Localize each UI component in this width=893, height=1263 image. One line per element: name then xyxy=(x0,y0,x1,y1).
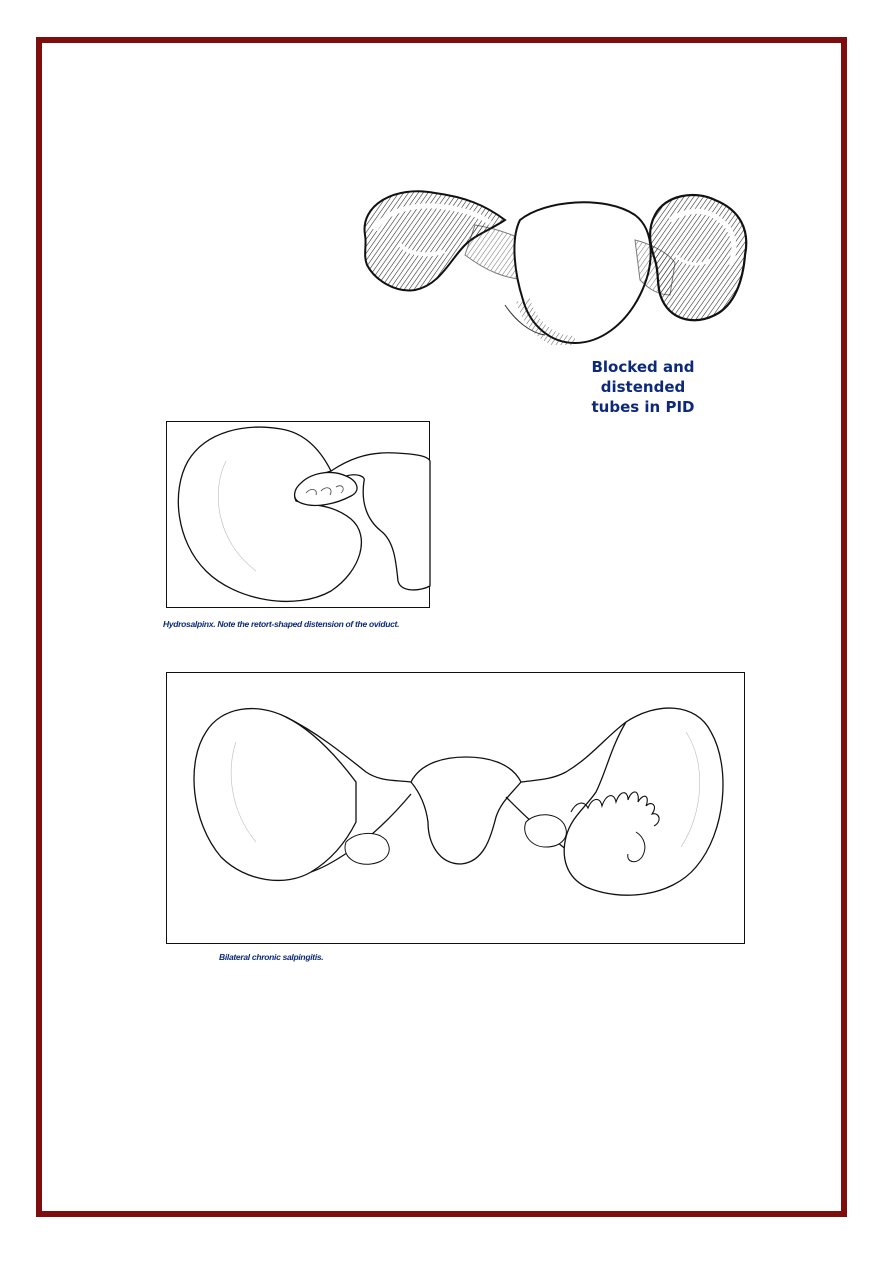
hydrosalpinx-caption: Hydrosalpinx. Note the retort-shaped distension of the oviduct. xyxy=(163,619,400,629)
salpingitis-caption: Bilateral chronic salpingitis. xyxy=(219,952,324,962)
pid-caption-line-2: tubes in PID xyxy=(591,398,695,416)
hydrosalpinx-figure xyxy=(166,421,431,609)
pid-illustration xyxy=(355,185,755,345)
pid-caption-line-1: Blocked and distended xyxy=(591,358,695,396)
pid-caption xyxy=(548,357,738,417)
salpingitis-figure xyxy=(166,672,746,945)
